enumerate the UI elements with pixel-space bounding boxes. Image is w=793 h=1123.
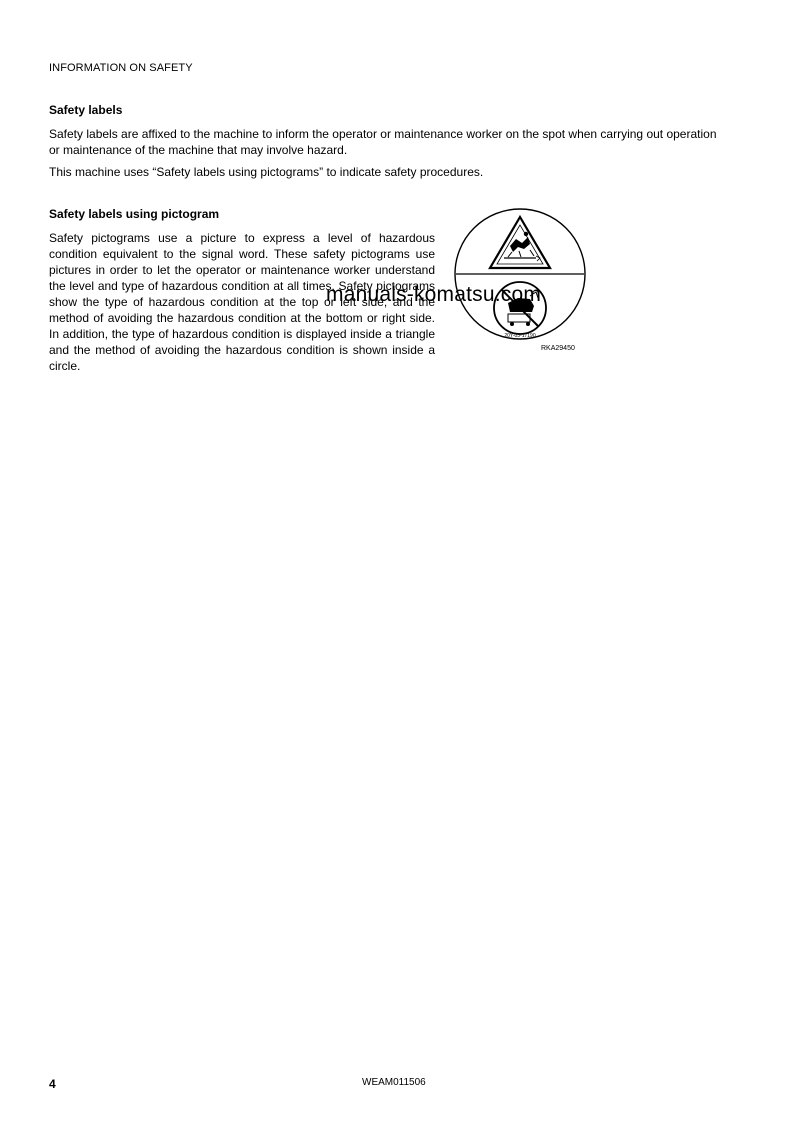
page-number: 4 xyxy=(49,1077,56,1091)
paragraph-safety-labels-purpose: Safety labels are affixed to the machine to inform the operator or maintenance worker on the spot when carrying out operation or maintenance of the machine that may involve hazard. xyxy=(49,127,717,157)
figure-code: RKA29450 xyxy=(541,345,575,352)
document-code: WEAM011506 xyxy=(362,1077,426,1088)
paragraph-pictogram-usage: This machine uses “Safety labels using pictograms” to indicate safety procedures. xyxy=(49,165,484,179)
section-title-safety-labels: Safety labels xyxy=(49,103,123,117)
safety-pictogram-figure xyxy=(452,206,588,342)
label-part-number: 20Y-03-17190 xyxy=(504,333,536,339)
section-title-pictogram: Safety labels using pictogram xyxy=(49,207,220,221)
page-header: INFORMATION ON SAFETY xyxy=(49,62,193,74)
watermark-text: manuals-komatsu.com xyxy=(326,283,542,306)
paragraph-pictogram-explanation: Safety pictograms use a picture to express a level of hazardous condition equivalent to the signal word. These safety pictograms use pictures in order to let the operator or maintenance worker understand the level and type of hazardous condition at all times. Safety pictograms show the type of hazardous condition at the top or left side, and the method of avoiding the hazardous condition at the bottom or right side. In addition, the type of hazardous condition is displayed inside a triangle and the method of avoiding the hazardous condition is shown inside a circle. xyxy=(49,231,435,373)
